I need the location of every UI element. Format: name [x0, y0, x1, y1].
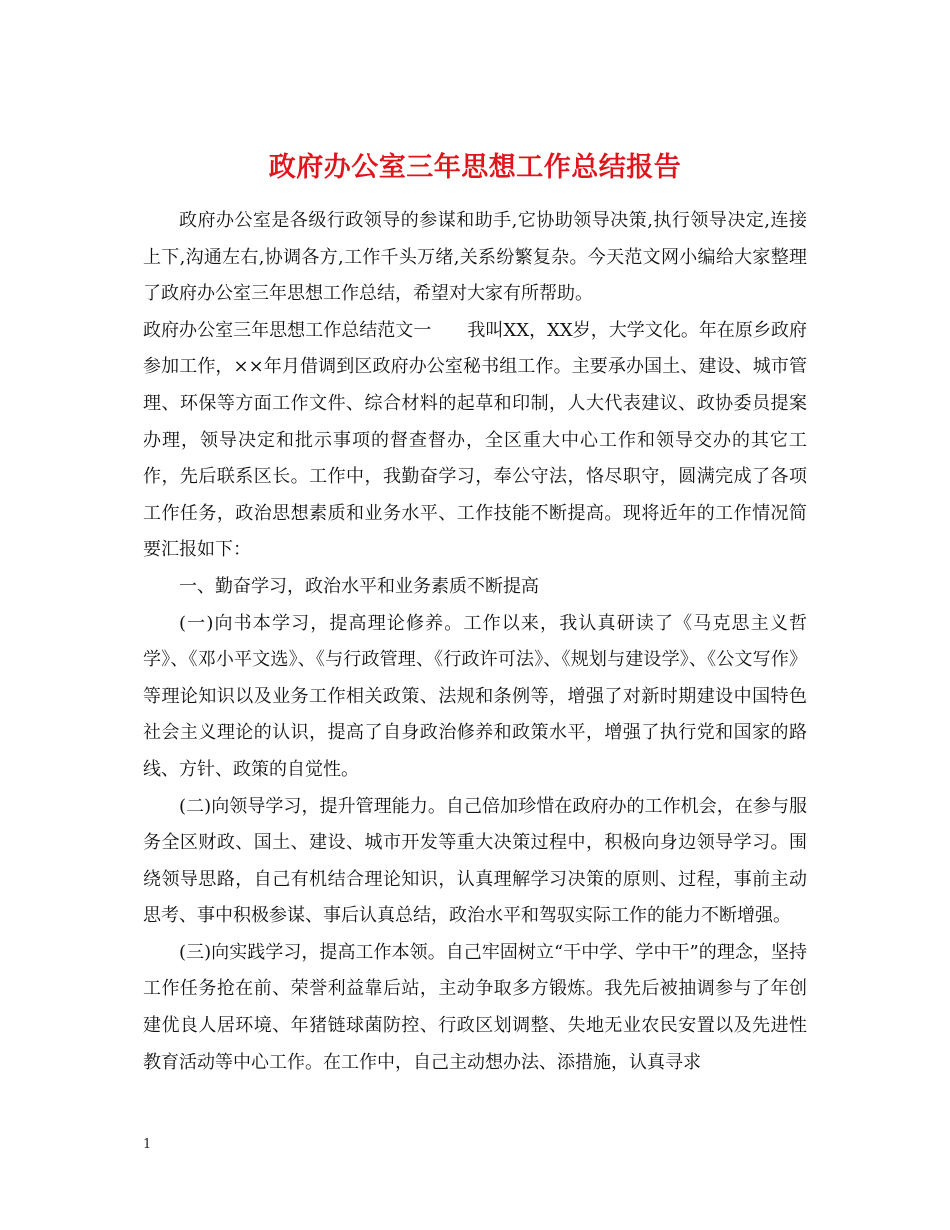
paragraph-book-study: (一)向书本学习，提高理论修养。工作以来，我认真研读了《马克思主义哲学》、《邓小平文选》、《与行政管理、《行政许可法》、《规划与建设学》、《公文写作》等理论知识以及业务工作相关政策、法规和条例等，增强了对新时期建设中国特色社会主义理论的认识，提高了自身政治修养和政策水平，增强了执行党和国家的路线、方针、政策的自觉性。: [143, 612, 807, 780]
document-body: [143, 203, 807, 1081]
document-title: 政府办公室三年思想工作总结报告: [268, 152, 682, 184]
paragraph-leadership-study: (二)向领导学习，提升管理能力。自己倍加珍惜在政府办的工作机会，在参与服务全区财政、国土、建设、城市开发等重大决策过程中，积极向身边领导学习。围绕领导思路，自己有机结合理论知识，认真理解学习决策的原则、过程，事前主动思考、事中积极参谋、事后认真总结，政治水平和驾驭实际工作的能力不断增强。: [143, 795, 807, 927]
paragraph-intro: 政府办公室是各级行政领导的参谋和助手,它协助领导决策,执行领导决定,连接上下,沟通左右,协调各方,工作千头万绪,关系纷繁复杂。今天范文网小编给大家整理了政府办公室三年思想工作总结，希望对大家有所帮助。: [143, 210, 807, 305]
paragraph-sample-one: 政府办公室三年思想工作总结范文一 我叫XX，XX岁，大学文化。年在原乡政府参加工作，××年月借调到区政府办公室秘书组工作。主要承办国土、建设、城市管理、环保等方面工作文件、综合材料的起草和印制，人大代表建议、政协委员提案办理，领导决定和批示事项的督查督办，全区重大中心工作和领导交办的其它工作，先后联系区长。工作中，我勤奋学习，奉公守法，恪尽职守，圆满完成了各项工作任务，政治思想素质和业务水平、工作技能不断提高。现将近年的工作情况简要汇报如下：: [143, 319, 807, 561]
paragraph-practice-study: (三)向实践学习，提高工作本领。自己牢固树立“干中学、学中干”的理念，坚持工作任务抢在前、荣誉利益靠后站，主动争取多方锻炼。我先后被抽调参与了年创建优良人居环境、年猪链球菌防控、行政区划调整、失地无业农民安置以及先进性教育活动等中心工作。在工作中，自己主动想办法、添措施，认真寻求: [143, 941, 807, 1073]
section-heading-study: 一、勤奋学习，政治水平和业务素质不断提高: [179, 575, 539, 597]
page-number: 1: [143, 1137, 152, 1152]
